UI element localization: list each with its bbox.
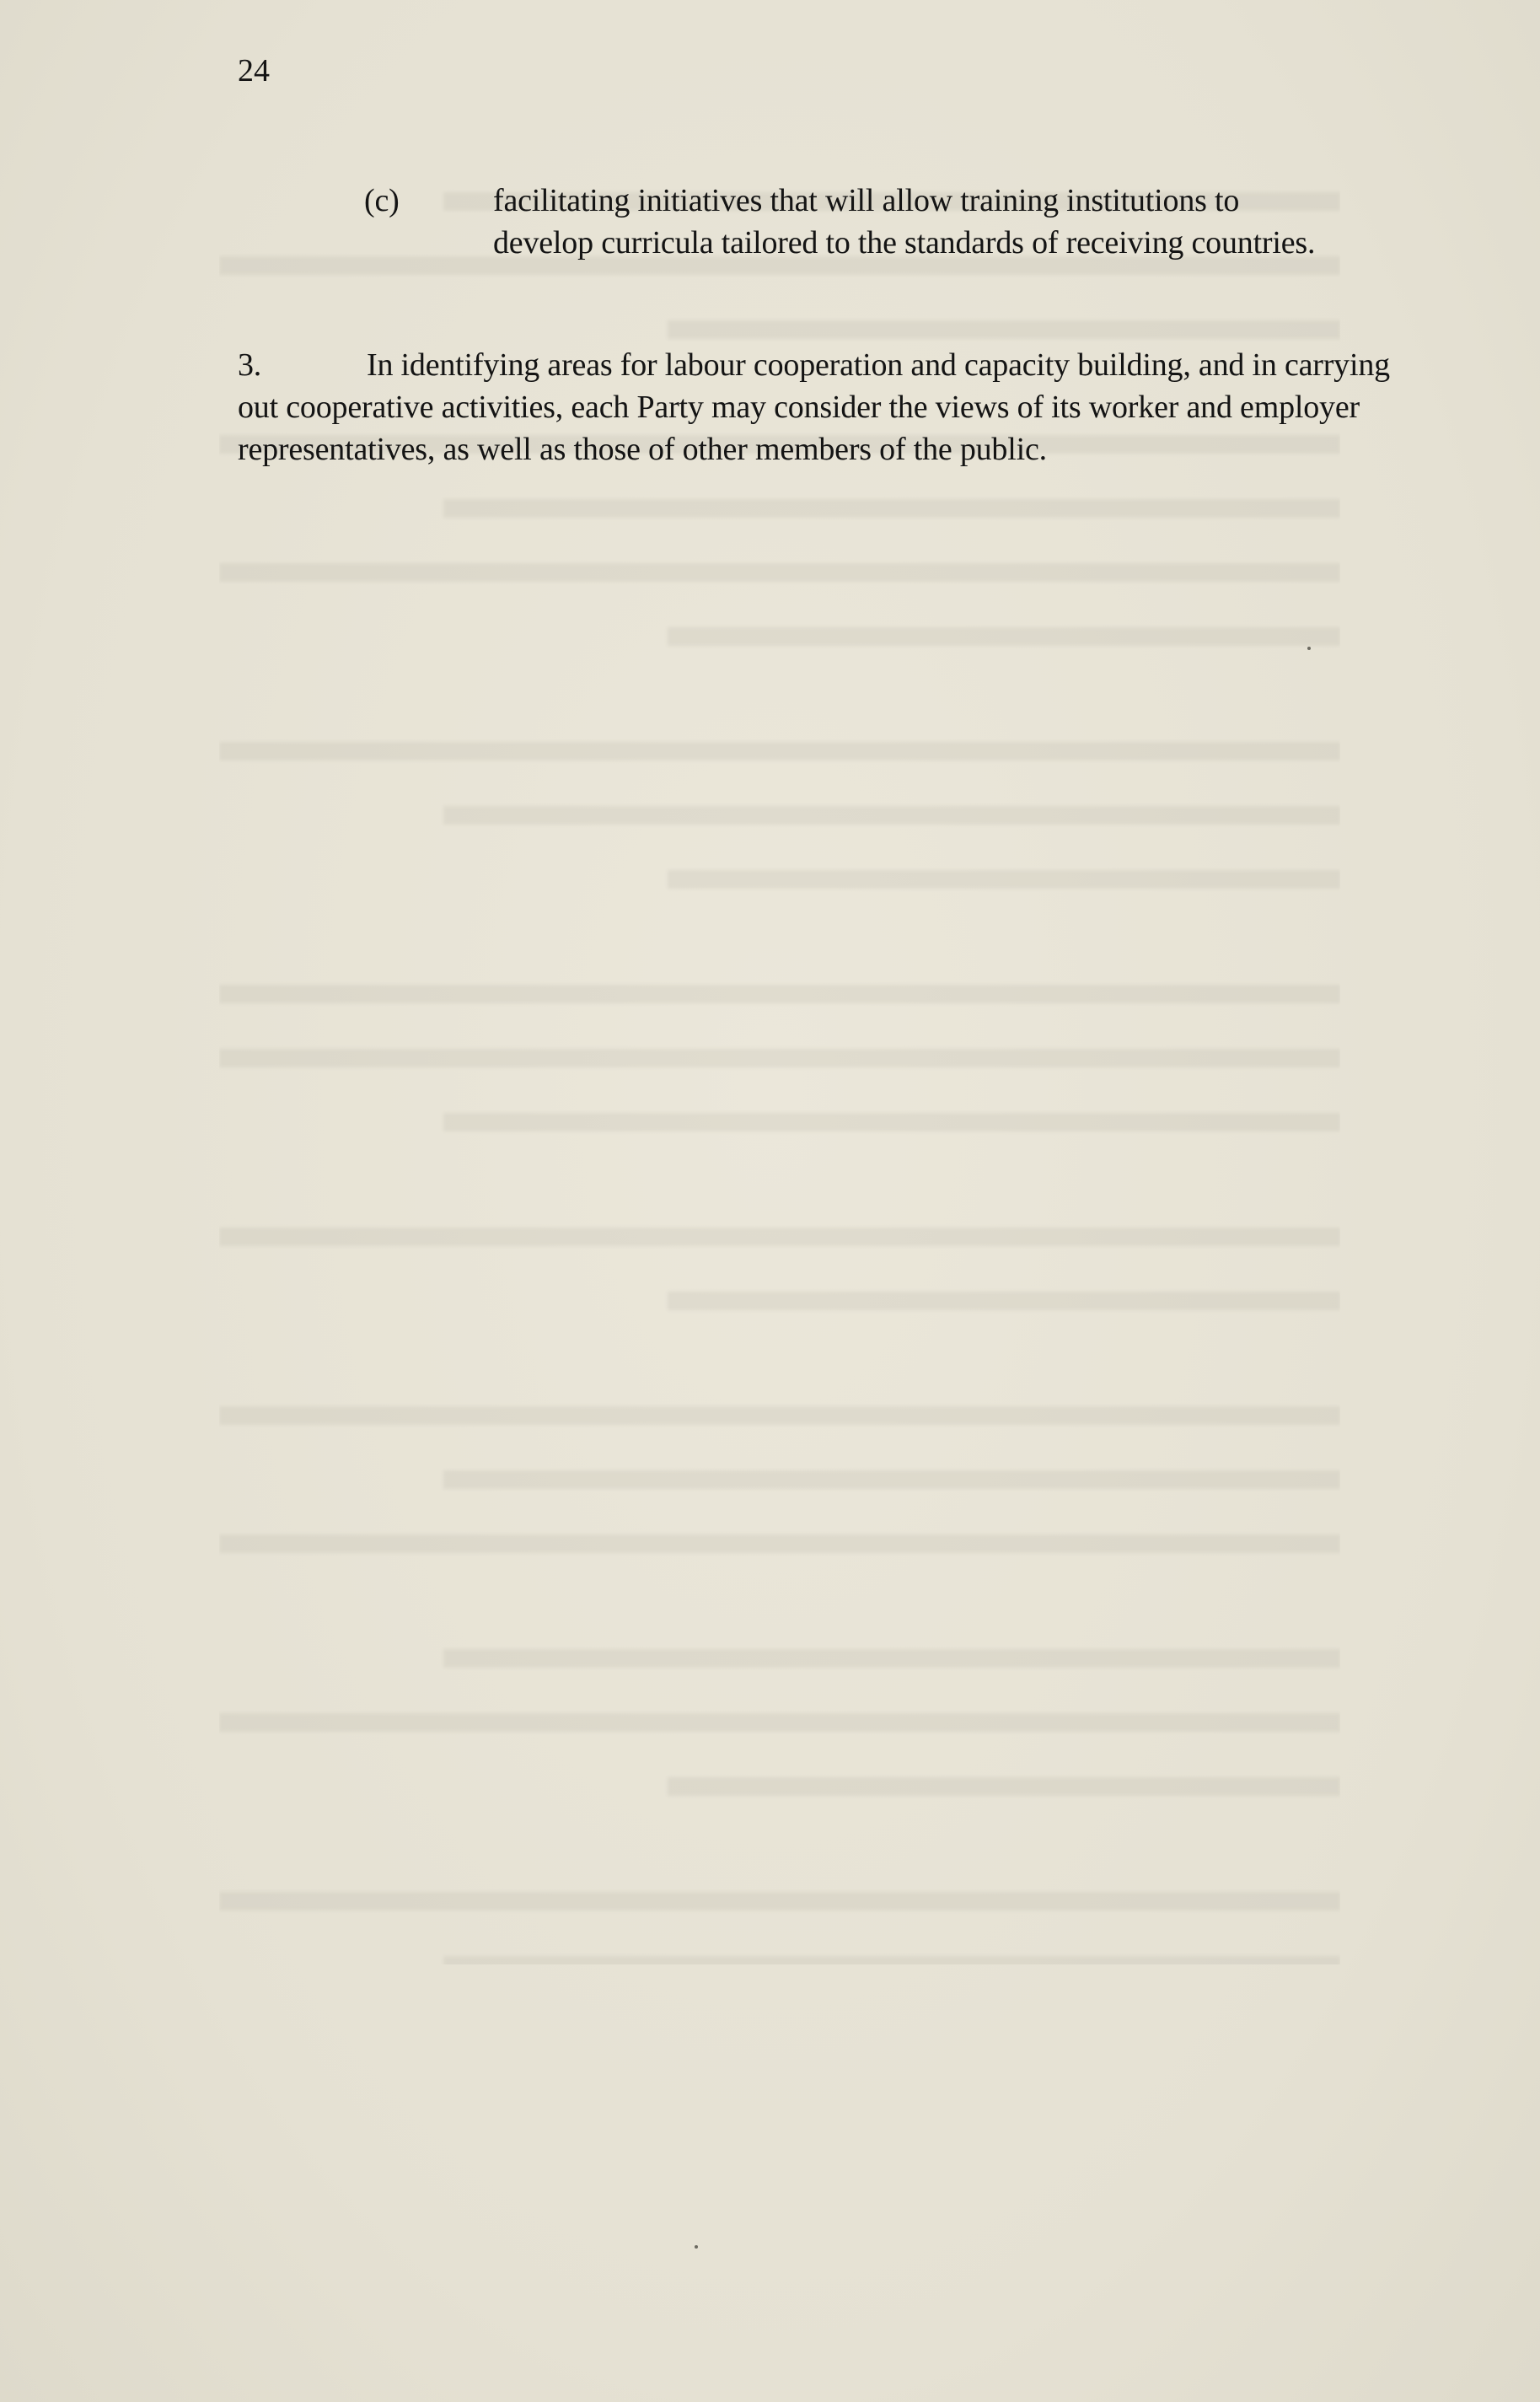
paragraph-text: In identifying areas for labour cooperation and capacity building, and in carrying out cooperative activities, each Party may consider the views of its worker and employer representatives, as well as those of other members of the public. [238, 347, 1390, 467]
speck [695, 2245, 698, 2249]
paragraph-3 [238, 344, 1401, 470]
list-item-text: facilitating initiatives that will allow training institutions to develop curricula tailored to the standards of receiving countries. [493, 183, 1316, 261]
page-number: 24 [238, 53, 270, 89]
paragraph-number: 3. [238, 347, 262, 383]
list-item-label: (c) [364, 183, 400, 218]
list-item-c [364, 180, 1359, 264]
speck [1307, 647, 1311, 650]
